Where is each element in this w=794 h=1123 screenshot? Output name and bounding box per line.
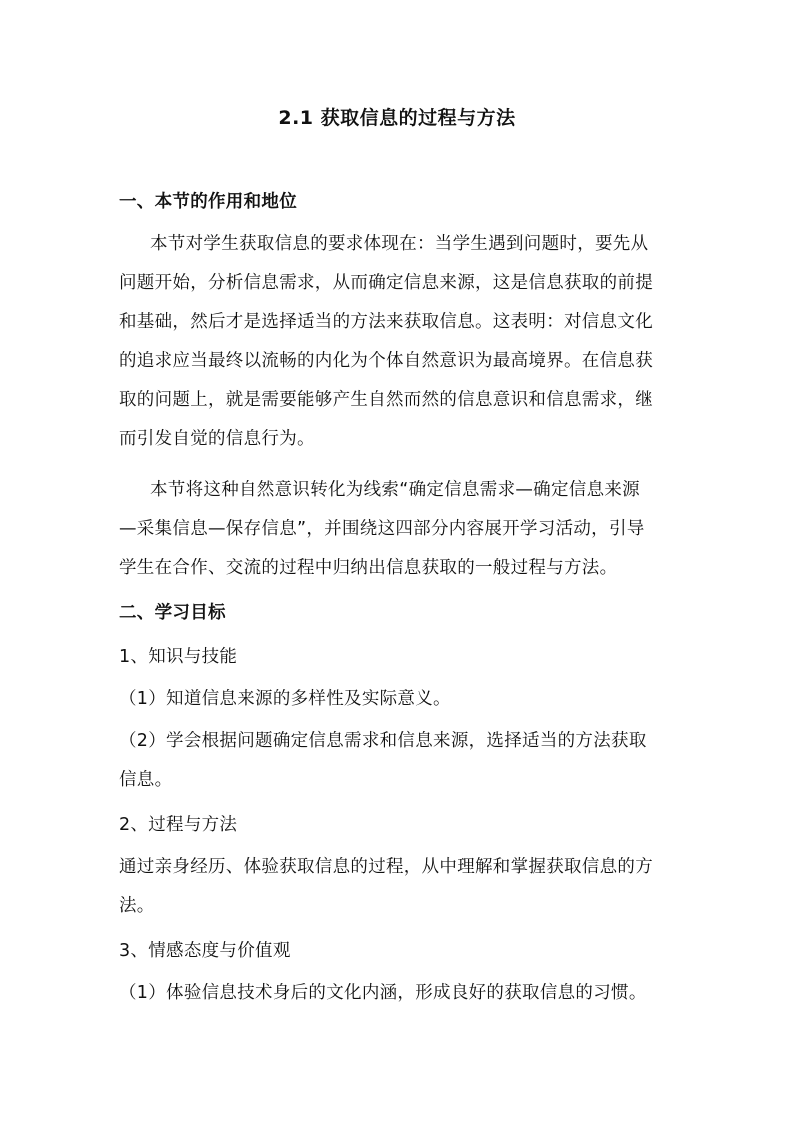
paragraph-line: 本节将这种自然意识转化为线索“确定信息需求—确定信息来源 bbox=[150, 480, 640, 500]
list-item-continuation: 信息。 bbox=[119, 770, 173, 790]
list-item: （2）学会根据问题确定信息需求和信息来源，选择适当的方法获取 bbox=[119, 731, 647, 751]
paragraph-line: 本节对学生获取信息的要求体现在：当学生遇到问题时，要先从 bbox=[150, 234, 649, 254]
paragraph-line: 而引发自觉的信息行为。 bbox=[119, 429, 315, 449]
paragraph-line: —采集信息—保存信息”，并围绕这四部分内容展开学习活动，引导 bbox=[119, 519, 645, 539]
paragraph-line: 问题开始，分析信息需求，从而确定信息来源，这是信息获取的前提 bbox=[119, 273, 653, 293]
paragraph-line: 学生在合作、交流的过程中归纳出信息获取的一般过程与方法。 bbox=[119, 558, 618, 578]
subsection-heading-knowledge: 1、知识与技能 bbox=[119, 647, 238, 667]
paragraph-line: 和基础，然后才是选择适当的方法来获取信息。这表明：对信息文化 bbox=[119, 312, 653, 332]
paragraph-line: 取的问题上，就是需要能够产生自然而然的信息意识和信息需求，继 bbox=[119, 390, 653, 410]
section-heading-goals: 二、学习目标 bbox=[119, 603, 226, 623]
subsection-heading-process: 2、过程与方法 bbox=[119, 815, 238, 835]
list-item: （1）体验信息技术身后的文化内涵，形成良好的获取信息的习惯。 bbox=[119, 983, 647, 1003]
section-heading-role: 一、本节的作用和地位 bbox=[119, 192, 297, 212]
paragraph-line: 法。 bbox=[119, 896, 155, 916]
list-item: （1）知道信息来源的多样性及实际意义。 bbox=[119, 689, 451, 709]
subsection-heading-attitude: 3、情感态度与价值观 bbox=[119, 941, 291, 961]
paragraph-line: 的追求应当最终以流畅的内化为个体自然意识为最高境界。在信息获 bbox=[119, 351, 653, 371]
document-title: 2.1 获取信息的过程与方法 bbox=[278, 107, 516, 129]
paragraph-line: 通过亲身经历、体验获取信息的过程，从中理解和掌握获取信息的方 bbox=[119, 857, 653, 877]
